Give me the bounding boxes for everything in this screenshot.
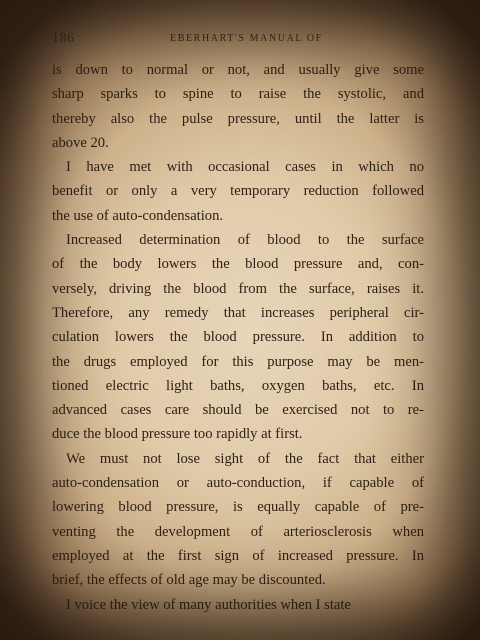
text-line: sharp sparks to spine to raise the systolic, and	[52, 86, 424, 103]
text-line: We must not lose sight of the fact that either	[66, 450, 424, 467]
text-line: versely, driving the blood from the surface, raises it.	[52, 280, 424, 297]
text-line: Increased determination of blood to the surface	[66, 232, 424, 249]
text-line: culation lowers the blood pressure. In addition to	[52, 329, 424, 346]
body-text	[52, 58, 424, 617]
text-line: auto-condensation or auto-conduction, if capable of	[52, 475, 424, 492]
text-line: the drugs employed for this purpose may be men-	[52, 353, 424, 370]
text-line: brief, the effects of old age may be discounted.	[52, 572, 326, 589]
text-line: lowering blood pressure, is equally capable of pre-	[52, 499, 424, 516]
text-line: Therefore, any remedy that increases peripheral cir-	[52, 304, 424, 321]
page-number: 186	[52, 31, 75, 46]
text-line: tioned electric light baths, oxygen baths, etc. In	[52, 377, 424, 394]
text-line: employed at the first sign of increased pressure. In	[52, 547, 424, 564]
text-line: benefit or only a very temporary reduction followed	[52, 183, 424, 200]
text-line: advanced cases care should be exercised not to re-	[52, 402, 424, 419]
text-line: I voice the view of many authorities when I state	[66, 596, 351, 613]
text-line: thereby also the pulse pressure, until the latter is	[52, 110, 424, 127]
page-header	[50, 29, 440, 49]
text-line: duce the blood pressure too rapidly at first.	[52, 426, 303, 443]
text-line: I have met with occasional cases in which no	[66, 159, 424, 176]
running-head: EBERHART'S MANUAL OF	[170, 33, 323, 44]
text-line: the use of auto-condensation.	[52, 207, 224, 224]
text-line: of the body lowers the blood pressure and, con-	[52, 256, 424, 273]
text-line: is down to normal or not, and usually give some	[52, 62, 424, 78]
text-line: venting the development of arteriosclerosis when	[52, 523, 424, 540]
text-line: above 20.	[52, 134, 109, 151]
